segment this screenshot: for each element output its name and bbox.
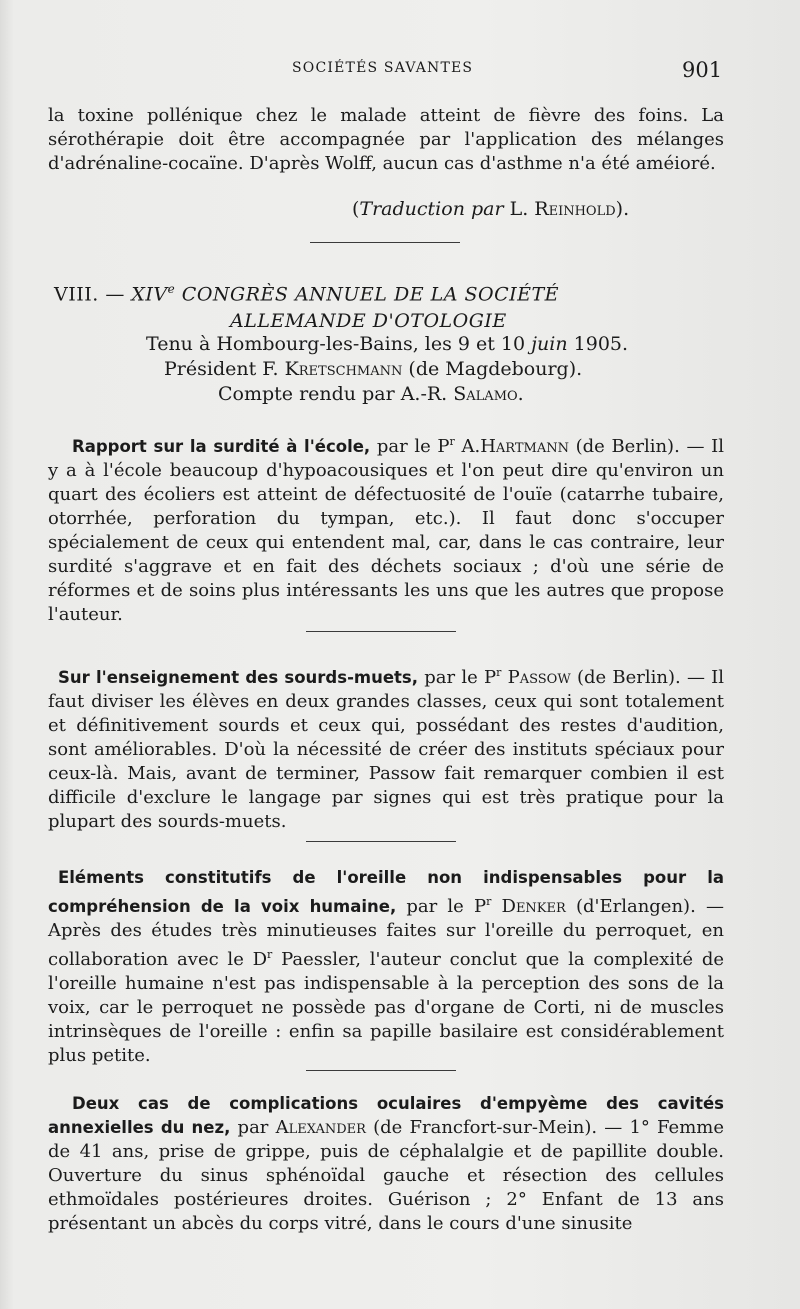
president-city: (de Magdebourg).	[408, 358, 583, 380]
president-label: Président F.	[164, 358, 279, 380]
article-body: — Il faut diviser les élèves en deux grandes classes, ceux qui sont totalement et définitivement sourds et ceux qui, possédant des restes d'audition, sont améliorables. D'où la nécessité de créer des instituts spéciaux pour ceux-là. Mais, avant de terminer, Passow fait remarquer combien il est difficile d'exclure le langage par signes qui est très pratique pour la plupart des sourds-muets.	[48, 667, 725, 832]
separator-rule	[306, 631, 456, 632]
article-place: (d'Erlangen).	[575, 896, 696, 917]
page-number: 901	[682, 58, 723, 82]
author-initial: A.	[461, 436, 481, 457]
article-title: Eléments constitutifs de l'oreille non indispensables pour la compréhension de la voix humaine,	[48, 868, 724, 916]
article-author: Alexander	[275, 1117, 366, 1138]
translation-note: (Traduction par L. Reinhold).	[352, 198, 630, 220]
section-ordinal: XIV	[131, 283, 168, 306]
article-body-rest: Paessler, l'auteur conclut que la complexité de l'oreille humaine n'est pas indispensable à la perception des sons de la voix, car le perroquet ne possède pas d'organe de Corti, ni de muscles intrinsèques de l'oreille : enfin sa papille basilaire est considérablement plus petite.	[48, 949, 724, 1066]
article-title: Deux cas de complications oculaires d'empyème des cavités annexielles du nez,	[48, 1094, 724, 1137]
separator-rule	[306, 841, 456, 842]
article-author: Denker	[501, 896, 566, 917]
section-dash: —	[105, 283, 125, 306]
article-title: Sur l'enseignement des sourds-muets,	[58, 668, 419, 687]
article-by: par le P	[376, 436, 450, 457]
report-author: Salamo.	[453, 383, 524, 405]
intro-paragraph	[48, 104, 724, 176]
body-sup: r	[267, 948, 273, 961]
held-year: 1905.	[573, 333, 629, 355]
intro-text: la toxine pollénique chez le malade atteint de fièvre des foins. La sérothérapie doit être accompagnée par l'application des mélanges d'adrénaline-cocaïne. D'après Wolff, aucun cas d'asthme n'a été améioré.	[48, 105, 724, 174]
section-title-line1	[54, 276, 714, 308]
article-author: Hartmann	[480, 436, 569, 457]
article-complications-oculaires	[48, 1092, 724, 1236]
separator-rule	[310, 242, 460, 243]
congress-held	[0, 333, 800, 355]
article-by: par	[237, 1117, 269, 1138]
article-place: (de Berlin).	[575, 436, 680, 457]
president-name: Kretschmann	[284, 358, 403, 380]
section-number: VIII.	[54, 283, 99, 306]
translation-label: Traduction par	[359, 198, 504, 220]
article-oreille-voix	[48, 866, 724, 1068]
section-ordinal-sup: e	[167, 282, 176, 296]
article-surdite-ecole	[48, 430, 724, 627]
held-prefix: Tenu à Hombourg-les-Bains, les 9 et 10	[146, 333, 526, 355]
report-label: Compte rendu par A.-R.	[218, 383, 448, 405]
section-title-text: CONGRÈS ANNUEL DE LA SOCIÉTÉ	[181, 283, 560, 306]
article-by-sup: r	[496, 666, 502, 679]
section-title-line2: ALLEMANDE D'OTOLOGIE	[230, 310, 507, 333]
article-sourds-muets	[48, 661, 724, 834]
section-title	[54, 276, 714, 335]
article-by: par le P	[406, 896, 487, 917]
article-body: — Il y a à l'école beaucoup d'hypoacousiques et l'on peut dire qu'environ un quart des écoliers est atteint de défectuosité de l'ouïe (catarrhe tubaire, otorrhée, perforation du tympan, etc.). Il faut donc s'occuper spécialement de ceux qui entendent mal, car, dans le cas contraire, leur surdité s'aggrave et en fait des déchets sociaux ; d'où une série de réformes et de soins plus intéressants les uns que les autres que propose l'auteur.	[48, 436, 724, 625]
article-by-sup: r	[486, 895, 492, 908]
page-header	[0, 58, 800, 88]
congress-president	[0, 358, 800, 380]
separator-rule	[306, 1070, 456, 1071]
article-place: (de Francfort-sur-Mein).	[373, 1117, 598, 1138]
article-body: — 1° Femme de 41 ans, prise de grippe, puis de céphalalgie et de papillite double. Ouverture du sinus sphénoïdal gauche et résection des cellules ethmoïdales postérieures droites. Guérison ; 2° Enfant de 13 ans présentant un abcès du corps vitré, dans le cours d'une sinusite	[48, 1117, 724, 1234]
article-author: Passow	[507, 667, 571, 688]
article-title: Rapport sur la surdité à l'école,	[72, 437, 371, 456]
translator-name: L. Reinhold	[509, 198, 616, 220]
congress-report	[0, 383, 800, 405]
article-by-sup: r	[449, 435, 455, 448]
article-by: par le P	[424, 667, 497, 688]
running-head: SOCIÉTÉS SAVANTES	[292, 60, 474, 76]
held-month: juin	[531, 333, 568, 355]
article-place: (de Berlin).	[576, 667, 681, 688]
article-body: — Après des études très minutieuses faites sur l'oreille du perroquet, en collaboration avec le D	[48, 896, 724, 970]
